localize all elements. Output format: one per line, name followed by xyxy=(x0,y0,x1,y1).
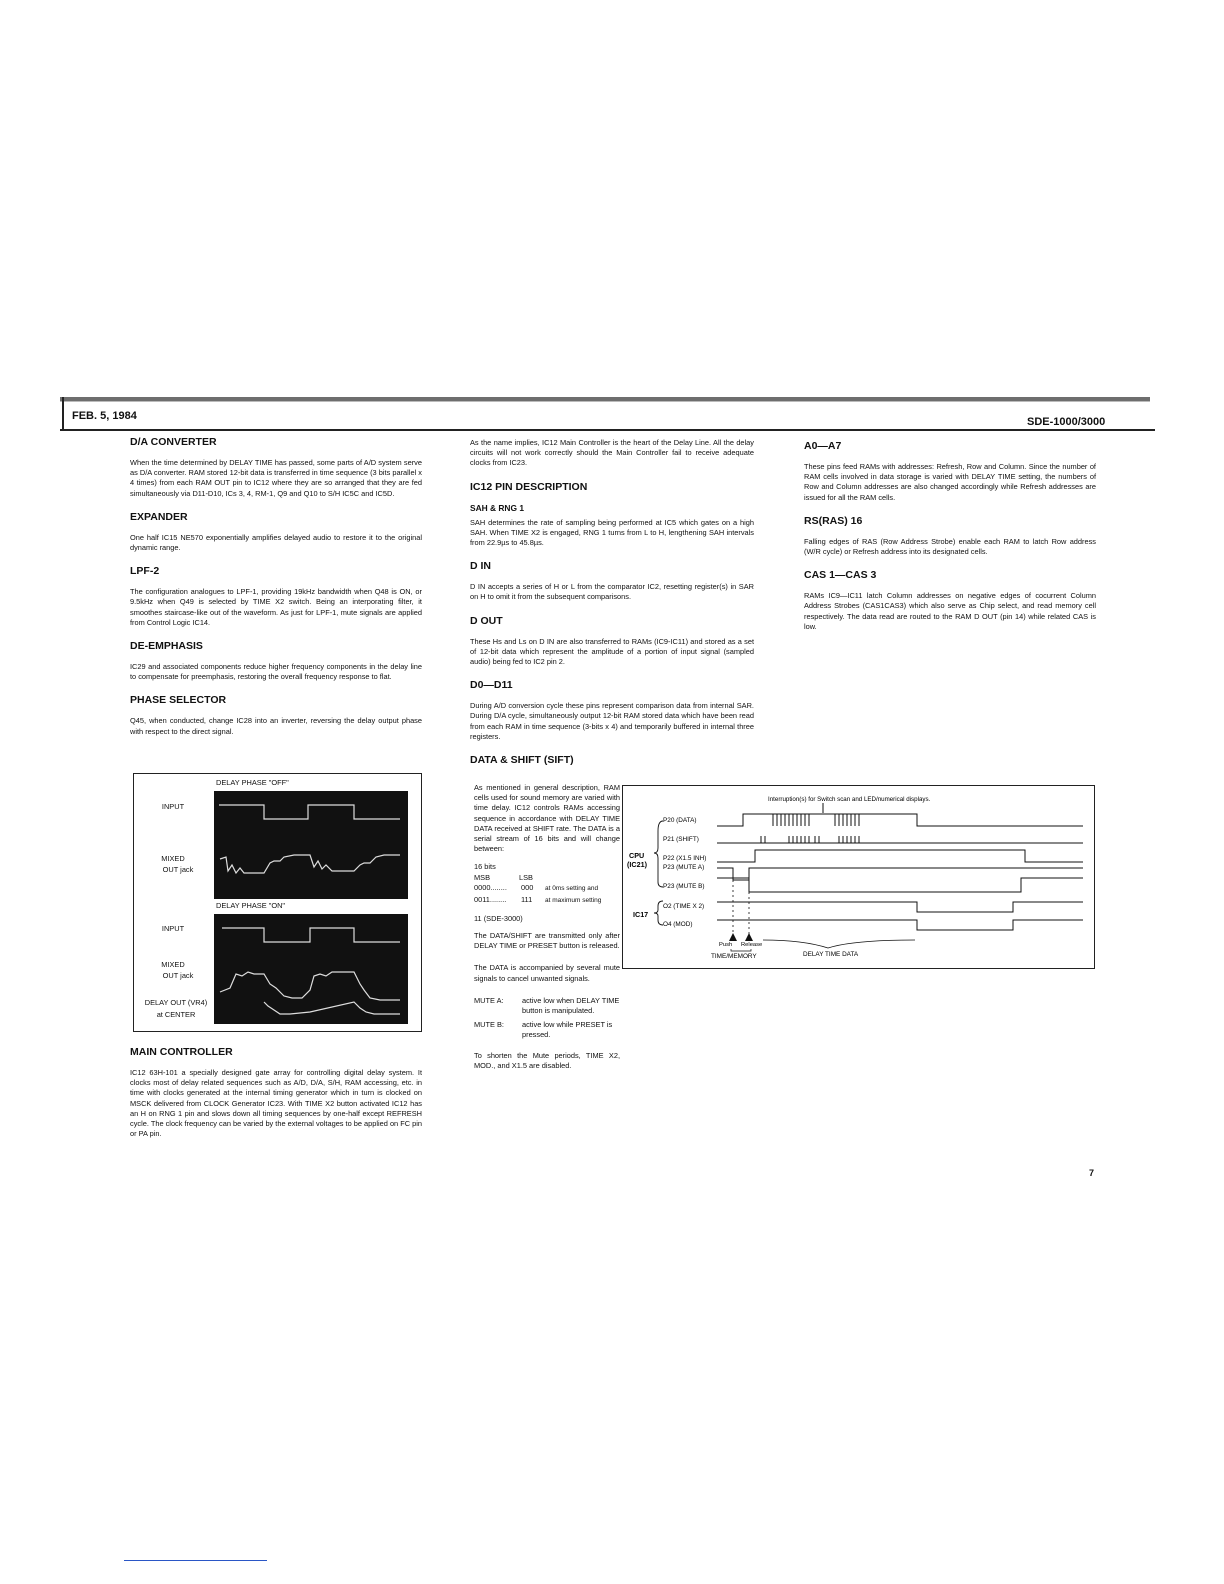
label-o2: O2 (TIME X 2) xyxy=(663,903,705,910)
section-de-emphasis xyxy=(130,640,422,682)
section-cas xyxy=(804,569,1096,632)
msb-lsb-row xyxy=(474,873,620,884)
waveform-mixed-off xyxy=(220,855,400,873)
para-main-intro: As the name implies, IC12 Main Controller is the heart of the Delay Line. All the delay circuits will not work correctly should the Main Controller fail to receive adequate clocks from IC23. xyxy=(470,438,754,468)
label-release: Release xyxy=(741,942,763,948)
heading-data-shift: DATA & SHIFT (SIFT) xyxy=(470,754,574,767)
section-lpf2 xyxy=(130,565,422,628)
heading-da-converter: D/A CONVERTER xyxy=(130,436,217,448)
para-dout: These Hs and Ls on D IN are also transferred to RAMs (IC9-IC11) and stored as a set of 12-bit data which represent the amplitude of a portion of input signal (sampled audio) being fed to IC2 pin 2. xyxy=(470,636,754,667)
label-mixed-2: MIXED xyxy=(161,960,185,969)
scope-phase-off xyxy=(214,791,408,899)
label-outjack-1: OUT jack xyxy=(162,865,194,874)
heading-cas: CAS 1—CAS 3 xyxy=(804,569,877,582)
mute-b-desc: active low while PRESET is pressed. xyxy=(522,1020,613,1040)
heading-phase-selector: PHASE SELECTOR xyxy=(130,694,227,707)
push-release-bracket xyxy=(731,949,751,951)
label-push: Push xyxy=(719,942,733,948)
label-ic17: IC17 xyxy=(633,910,649,919)
section-dout xyxy=(470,615,754,668)
lsb-label: LSB xyxy=(519,872,533,882)
right-column xyxy=(804,440,1096,644)
label-phase-on: DELAY PHASE "ON" xyxy=(216,901,286,910)
bit-row-1-b: 000 xyxy=(521,883,534,893)
heading-d0-d11: D0—D11 xyxy=(470,679,513,692)
trace-p21-shift-pulses xyxy=(761,836,859,843)
heading-pin-description: IC12 PIN DESCRIPTION xyxy=(470,480,588,493)
left-column xyxy=(130,436,422,749)
para-a0-a7: These pins feed RAMs with addresses: Refresh, Row and Column. Since the number of RAM cells involved in data storage is varied with DELAY TIME setting, the numbers of Row and Column addresses are also changed accordingly while Refresh addresses are issued for all the RAM cells. xyxy=(804,462,1096,502)
header-date: FEB. 5, 1984 xyxy=(72,410,137,422)
bits-16: 16 bits xyxy=(474,862,496,872)
label-mixed-1: MIXED xyxy=(161,854,185,863)
footnote-rule xyxy=(124,1560,267,1561)
label-at-center: at CENTER xyxy=(156,1010,196,1019)
timing-svg xyxy=(623,786,1094,968)
label-p23a: P23 (MUTE A) xyxy=(663,864,705,871)
section-din xyxy=(470,560,754,602)
para-din: D IN accepts a series of H or L from the comparator IC2, resetting register(s) in SAR on H to omit it from the subsequent comparisons. xyxy=(470,582,754,602)
label-p21: P21 (SHIFT) xyxy=(663,836,699,843)
label-input-2: INPUT xyxy=(161,924,185,933)
label-input-1: INPUT xyxy=(161,802,185,811)
section-ras xyxy=(804,515,1096,557)
trace-p20-data-bits xyxy=(773,814,859,826)
label-delay-out: DELAY OUT (VR4) xyxy=(144,998,208,1007)
section-main-controller xyxy=(130,1046,422,1139)
section-phase-selector xyxy=(130,694,422,736)
waveform-input-off xyxy=(219,805,400,819)
trace-o4 xyxy=(717,920,1083,930)
heading-sah: SAH & RNG 1 xyxy=(470,502,524,513)
page-number: 7 xyxy=(1089,1168,1095,1178)
header-model: SDE-1000/3000 xyxy=(1027,416,1106,428)
waveform-delayout-on xyxy=(264,1002,400,1014)
trace-o2 xyxy=(717,902,1083,912)
ic17-brace xyxy=(654,901,663,925)
label-p22: P22 (X1.5 INH) xyxy=(663,855,707,862)
para-expander: One half IC15 NE570 exponentially amplifies delayed audio to restore it to the original dynamic range. xyxy=(130,532,422,553)
trace-p20 xyxy=(717,814,1083,826)
heading-expander: EXPANDER xyxy=(130,510,188,523)
phase-figure xyxy=(133,773,422,1032)
label-o4: O4 (MOD) xyxy=(663,921,693,928)
label-delay-time-data: DELAY TIME DATA xyxy=(803,951,859,958)
para-sah: SAH determines the rate of sampling being performed at IC5 which gates on a high SAH. When TIME X2 is engaged, RNG 1 turns from L to H, lengthening SAH intervals from 22.9µs to 45.8µs. xyxy=(470,517,754,548)
mute-b-row xyxy=(474,1020,620,1040)
section-da-converter xyxy=(130,436,422,499)
cpu-brace xyxy=(654,821,663,887)
bit-row-2-a: 0011........ xyxy=(474,894,507,904)
para-data-shift-3: The DATA is accompanied by several mute signals to cancel unwanted signals. xyxy=(474,963,620,983)
middle-data-shift-column xyxy=(474,783,620,1083)
para-d0-d11: During A/D conversion cycle these pins represent comparison data from internal SAR. During D/A cycle, simultaneously output 12-bit RAM stored data which have been read from each RAM in time sequence (3-bits x 4) and temporarily buffered in internal three registers. xyxy=(470,701,754,741)
para-lpf2: The configuration analogues to LPF-1, providing 19kHz bandwidth when Q48 is ON, or 9.5kHz when Q49 is selected by TIME X2 switch. Being an interporating filter, it smoothes staircase-like out of the waveform. As just for LPF-1, mute signals are applied from Control Logic IC14. xyxy=(130,587,422,627)
section-sah xyxy=(470,503,754,549)
timing-diagram xyxy=(622,785,1095,969)
para-ras: Falling edges of RAS (Row Address Strobe) enable each RAM to latch Row address (W/R cycle) or Refresh address into its designated cells. xyxy=(804,536,1096,557)
middle-column xyxy=(470,438,754,776)
para-main-controller: IC12 63H-101 a specially designed gate array for controlling digital delay system. It clocks most of delay related sequences such as A/D, D/A, S/H, RAM accessing, etc. in time with clocks generated at the internal timing generator which in turn is clocked on MSCK delivered from CLOCK Generator IC23. With TIME X2 button activated IC12 has an H on RNG 1 pin and slows down all timing sequences by one-half except REFRESH cycle. The clock frequency can be varied by the external voltages to be applied on FC pin or PA pin. xyxy=(130,1068,422,1139)
label-outjack-2: OUT jack xyxy=(162,971,194,980)
para-phase-selector: Q45, when conducted, change IC28 into an inverter, reversing the delay output phase with respect to the direct signal. xyxy=(130,716,422,736)
para-data-shift-4: To shorten the Mute periods, TIME X2, MOD., and X1.5 are disabled. xyxy=(474,1050,620,1070)
section-d0-d11 xyxy=(470,679,754,742)
heading-lpf2: LPF-2 xyxy=(130,565,160,578)
heading-a0-a7: A0—A7 xyxy=(804,440,842,452)
section-a0-a7 xyxy=(804,440,1096,503)
para-data-shift: As mentioned in general description, RAM cells used for sound memory are varied with time delay. IC12 controls RAMs accessing sequence in accordance with DELAY TIME DATA received at SHIFT rate. The DATA is a serial stream of 16 bits and will change between: xyxy=(474,783,620,854)
bit-row-3: 11 (SDE-3000) xyxy=(474,914,523,924)
mute-a-desc: active low when DELAY TIME button is manipulated. xyxy=(522,995,620,1015)
timing-dashed-markers xyxy=(733,880,749,936)
bit-row-1-a: 0000........ xyxy=(474,883,507,893)
bit-row-2-b: 111 xyxy=(521,894,533,904)
bit-row-2 xyxy=(474,895,620,907)
header-rule xyxy=(60,429,1155,431)
label-ic21: (IC21) xyxy=(627,860,647,869)
timing-top-note: Interruption(s) for Switch scan and LED/numerical displays. xyxy=(768,796,931,803)
delay-time-brace xyxy=(763,940,915,948)
left-edge-mark xyxy=(62,397,64,431)
para-data-shift-2: The DATA/SHIFT are transmitted only after DELAY TIME or PRESET button is released. xyxy=(474,930,620,951)
left-column-bottom xyxy=(130,1046,422,1151)
mute-a-row xyxy=(474,996,620,1016)
trace-p22 xyxy=(717,850,1083,862)
label-phase-off: DELAY PHASE "OFF" xyxy=(216,778,289,787)
label-p23b: P23 (MUTE B) xyxy=(663,883,705,890)
msb-label: MSB xyxy=(474,872,491,882)
scope-phase-on xyxy=(214,914,408,1024)
mute-a-label: MUTE A: xyxy=(474,995,504,1005)
bit-row-1-c: at 0ms setting and xyxy=(545,885,599,893)
heading-dout: D OUT xyxy=(470,614,503,627)
para-cas: RAMs IC9—IC11 latch Column addresses on negative edges of cocurrent Column Address Strobes (CAS1CAS3) which also serve as Chip select, and read memory cell respectively. The data read are routed to the RAM D OUT (pin 14) while related CAS is low. xyxy=(804,591,1096,631)
para-de-emphasis: IC29 and associated components reduce higher frequency components in the delay line to compensate for preemphasis, restoring the overall frequency response to flat. xyxy=(130,662,422,682)
heading-main-controller: MAIN CONTROLLER xyxy=(130,1046,233,1058)
heading-din: D IN xyxy=(470,560,491,573)
bits-label xyxy=(474,862,620,873)
section-expander xyxy=(130,511,422,553)
top-rule-thin xyxy=(60,401,1150,402)
label-p20: P20 (DATA) xyxy=(663,817,697,824)
push-arrow xyxy=(729,933,737,941)
mute-b-label: MUTE B: xyxy=(474,1020,504,1030)
para-da-converter: When the time determined by DELAY TIME has passed, some parts of A/D system serve as D/A converter. RAM stored 12-bit data is transferred in time sequence (3 bits parallel x 4 times) from each RAM OUT pin to IC12 where they are so arranged that they are fed simultaneously via D11-D10, ICs 3, 4, RM-1, Q9 and Q10 to S/H IC5C and IC5D. xyxy=(130,458,422,498)
trace-p23b xyxy=(717,878,1083,892)
label-cpu: CPU xyxy=(629,851,645,860)
waveform-input-on xyxy=(222,928,400,942)
waveform-mixed-on xyxy=(220,972,400,1000)
release-arrow xyxy=(745,933,753,941)
heading-ras: RS(RAS) 16 xyxy=(804,514,863,527)
label-time-memory: TIME/MEMORY xyxy=(711,953,757,960)
heading-de-emphasis: DE-EMPHASIS xyxy=(130,640,203,653)
bit-row-2-c: at maximum setting xyxy=(545,896,602,904)
bit-row-1 xyxy=(474,883,620,895)
